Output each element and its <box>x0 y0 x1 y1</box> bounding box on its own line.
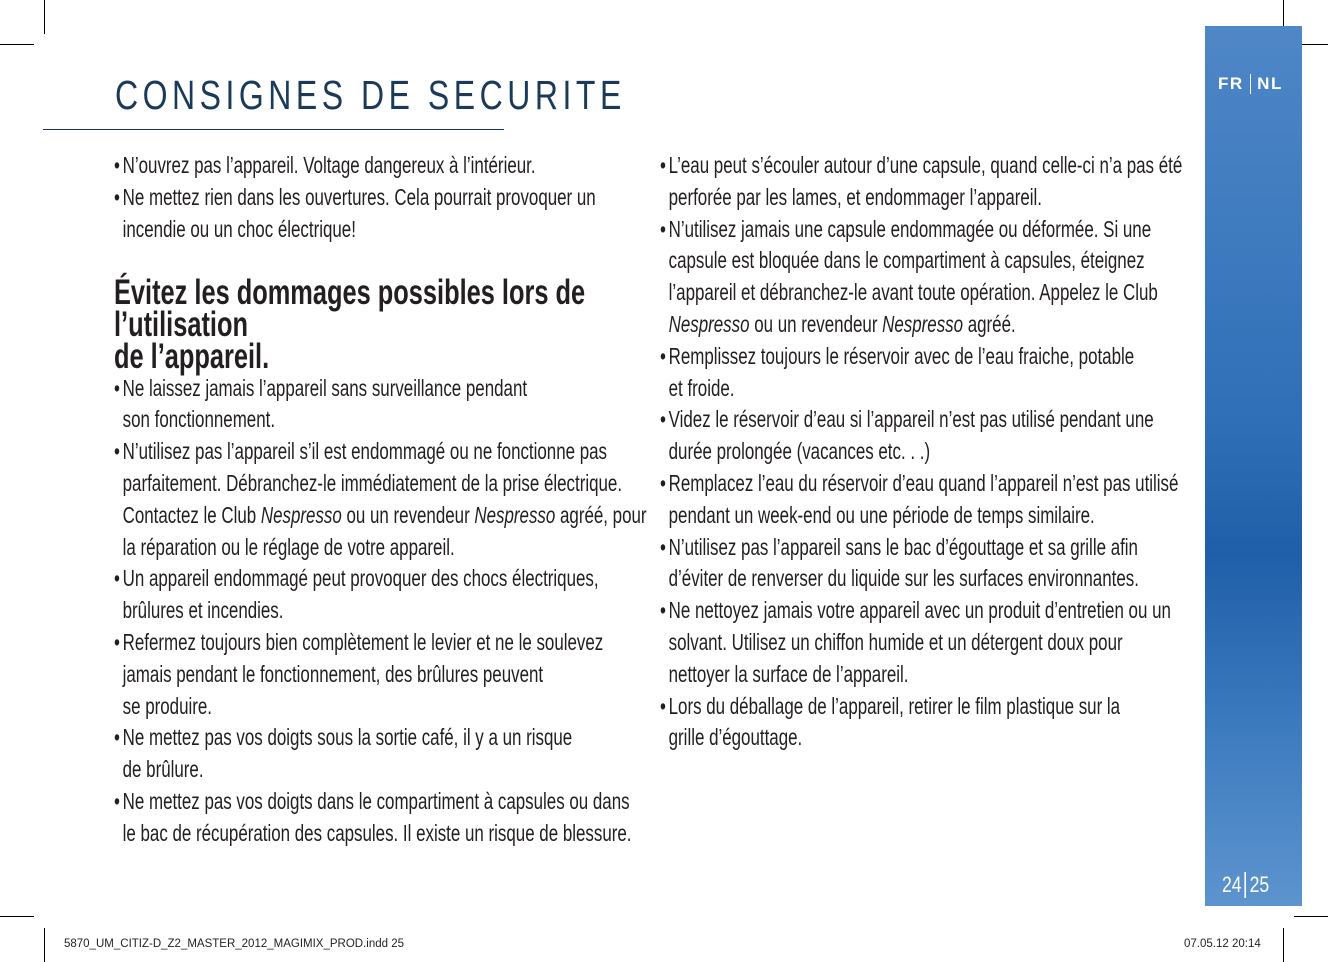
list-item <box>660 468 1204 532</box>
capsule-suffix: agréé. <box>963 310 1016 337</box>
list-item <box>660 341 1204 405</box>
crop-mark <box>0 44 34 45</box>
item-text: Ne mettez rien dans les ouvertures. Cela pourrait provoquer un incendie ou un choc électrique! <box>122 183 596 242</box>
list-item <box>660 595 1204 690</box>
slug-timestamp: 07.05.12 20:14 <box>1184 938 1261 950</box>
page-title: CONSIGNES DE SECURITE <box>115 72 626 118</box>
crop-mark <box>1283 928 1284 962</box>
club-prefix: Contactez le Club <box>122 501 261 528</box>
item-text: N’utilisez pas l’appareil sans le bac d’égouttage et sa grille afin d’éviter de renverser du liquide sur les surfaces environnantes. <box>668 533 1139 592</box>
list-item <box>660 691 1204 755</box>
bullet-glyph: • <box>660 692 666 719</box>
bullet-glyph: • <box>660 469 666 496</box>
list-item <box>114 722 658 786</box>
item-text: Ne mettez pas vos doigts dans le compartiment à capsules ou dans le bac de récupération des capsules. Il existe un risque de blessure. <box>122 787 632 846</box>
bullet-glyph: • <box>114 724 120 751</box>
item-text: Remplissez toujours le réservoir avec de l’eau fraiche, potable et froide. <box>668 342 1135 401</box>
list-item <box>114 182 658 246</box>
list-item <box>114 436 658 500</box>
item-text: Ne mettez pas vos doigts sous la sortie café, il y a un risque de brûlure. <box>122 724 573 783</box>
item-text: Remplacez l’eau du réservoir d’eau quand l’appareil n’est pas utilisé pendant un week-end ou une période de temps similaire. <box>668 469 1179 528</box>
lang-separator <box>1250 74 1252 94</box>
item-text: la réparation ou le réglage de votre appareil. <box>122 533 455 560</box>
page-separator <box>1245 872 1247 898</box>
page-numbers <box>1222 872 1269 898</box>
bullet-glyph: • <box>114 183 120 210</box>
list-item <box>660 532 1204 596</box>
bullet-glyph: • <box>660 597 666 624</box>
page-number-left: 24 <box>1222 872 1242 897</box>
item-text: Videz le réservoir d’eau si l’appareil n’est pas utilisé pendant une durée prolongée (vacances etc. . .) <box>668 406 1154 465</box>
bullet-glyph: • <box>660 406 666 433</box>
brand-name: Nespresso <box>882 310 964 337</box>
brand-name: Nespresso <box>668 310 750 337</box>
lang-nl: NL <box>1257 74 1283 93</box>
club-middle: ou un revendeur <box>341 501 475 528</box>
list-item-continuation <box>114 500 658 532</box>
page-number-right: 25 <box>1249 872 1270 897</box>
language-indicator <box>1218 74 1283 94</box>
item-text: Ne nettoyez jamais votre appareil avec un produit d’entretien ou un solvant. Utilisez un chiffon humide et un détergent doux pour nettoyer la surface de l’appareil. <box>668 597 1171 687</box>
item-text: Lors du déballage de l’appareil, retirer le film plastique sur la grille d’égouttage. <box>668 692 1121 751</box>
item-text: N’ouvrez pas l’appareil. Voltage dangereux à l’intérieur. <box>122 152 536 178</box>
language-sidebar <box>1205 26 1302 906</box>
list-item <box>660 150 1204 214</box>
brand-name: Nespresso <box>260 501 342 528</box>
list-item <box>114 563 658 627</box>
item-text: Ne laissez jamais l’appareil sans surveillance pendant son fonctionnement. <box>122 374 528 433</box>
list-item <box>114 373 658 437</box>
crop-mark <box>44 0 45 34</box>
lang-fr: FR <box>1218 74 1244 93</box>
section-heading: Évitez les dommages possibles lors de l’utilisation de l’appareil. <box>114 273 586 376</box>
capsule-middle: ou un revendeur <box>749 310 883 337</box>
bullet-glyph: • <box>660 533 666 560</box>
bullet-glyph: • <box>660 152 666 178</box>
item-text: N’utilisez jamais une capsule endommagée ou déformée. Si une capsule est bloquée dans le compartiment à capsules, éteignez l’appareil et débranchez-le avant toute opération. Appelez le Club <box>668 215 1158 306</box>
bullet-glyph: • <box>114 787 120 814</box>
list-item <box>660 214 1204 341</box>
item-text: Refermez toujours bien complètement le levier et ne le soulevez jamais pendant le fonctionnement, des brûlures peuvent se produire. <box>122 628 604 719</box>
item-text: N’utilisez pas l’appareil s’il est endommagé ou ne fonctionne pas parfaitement. Débranchez-le immédiatement de la prise électrique. <box>122 438 623 496</box>
right-column <box>660 150 1200 754</box>
item-text: Un appareil endommagé peut provoquer des chocs électriques, brûlures et incendies. <box>122 565 599 624</box>
crop-mark <box>44 928 45 962</box>
item-text: L’eau peut s’écouler autour d’une capsule, quand celle-ci n’a pas été perforée par les lames, et endommager l’appareil. <box>668 152 1183 210</box>
brand-name: Nespresso <box>474 501 556 528</box>
slug-filename: 5870_UM_CITIZ-D_Z2_MASTER_2012_MAGIMIX_PROD.indd 25 <box>64 938 405 950</box>
bullet-glyph: • <box>114 565 120 592</box>
bullet-glyph: • <box>660 342 666 369</box>
list-item <box>114 627 658 722</box>
list-item-continuation <box>114 532 658 564</box>
crop-mark <box>0 916 34 917</box>
crop-mark <box>1294 916 1328 917</box>
bullet-glyph: • <box>114 628 120 655</box>
left-column <box>114 150 654 850</box>
bullet-glyph: • <box>114 438 120 465</box>
list-item <box>114 150 658 182</box>
title-underline <box>43 129 504 130</box>
bullet-glyph: • <box>114 152 120 178</box>
bullet-glyph: • <box>660 215 666 242</box>
list-item <box>114 786 658 850</box>
club-suffix: agréé, pour <box>555 501 647 528</box>
bullet-glyph: • <box>114 374 120 401</box>
list-item <box>660 404 1204 468</box>
